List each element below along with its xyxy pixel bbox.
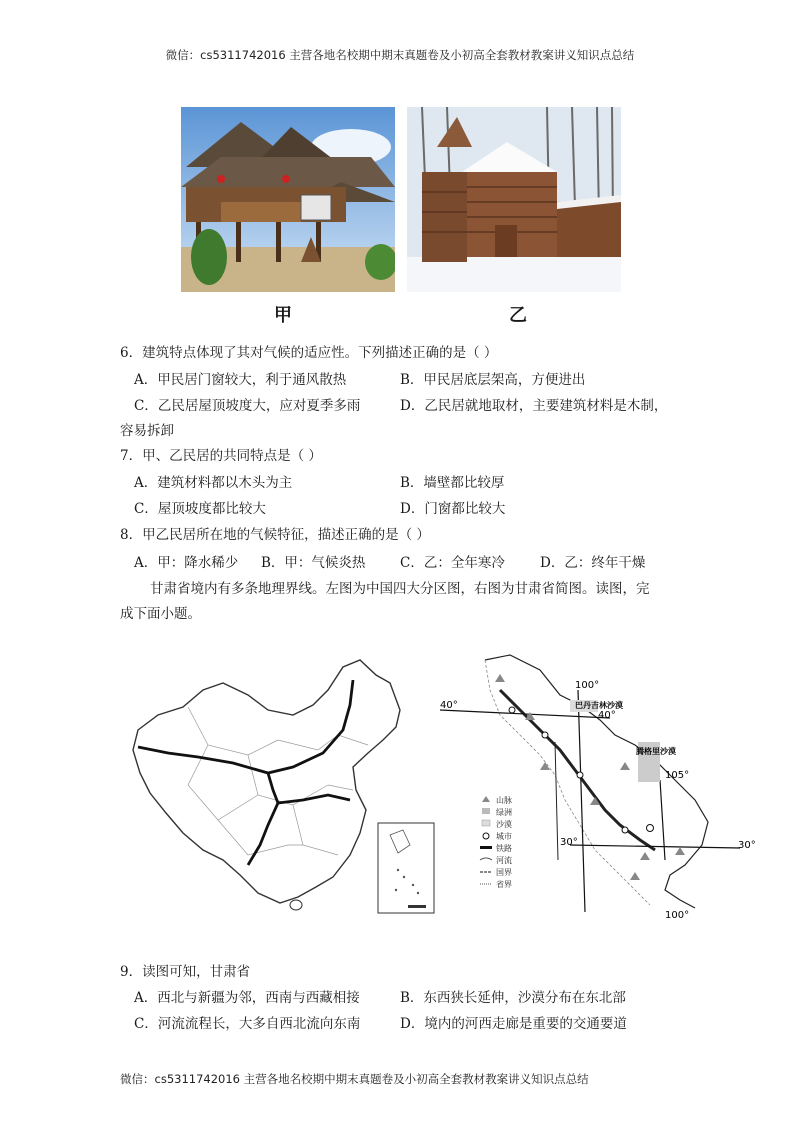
legend-desert: 沙漠	[496, 820, 512, 829]
q6-option-a: A．甲民居门窗较大，利于通风散热	[134, 372, 347, 388]
q9-option-c: C．河流流程长，大多自西北流向东南	[134, 1016, 361, 1032]
q6-stem: 6．建筑特点体现了其对气候的适应性。下列描述正确的是（ ）	[120, 345, 498, 361]
legend-river: 河流	[496, 856, 512, 865]
lon-105: 105°	[665, 770, 690, 781]
q7-option-a: A．建筑材料都以木头为主	[134, 475, 293, 491]
q6-option-b: B．甲民居底层架高，方便进出	[400, 372, 586, 388]
q9-option-b: B．东西狭长延伸，沙漠分布在东北部	[400, 990, 626, 1006]
intro-line2: 成下面小题。	[120, 606, 201, 622]
caption-yi: 乙	[509, 305, 527, 326]
legend-provincial-border: 省界	[496, 880, 512, 889]
caption-jia: 甲	[274, 305, 292, 326]
q7-stem: 7．甲、乙民居的共同特点是（ ）	[120, 448, 322, 464]
lat-30-left: 30°	[560, 837, 578, 848]
q6-option-c: C．乙民居屋顶坡度大，应对夏季多雨	[134, 398, 361, 414]
lon-100-bottom: 100°	[665, 910, 690, 921]
map-legend	[480, 795, 512, 889]
desert-tengger-label: 腾格里沙漠	[636, 747, 676, 756]
q8-option-b: B．甲：气候炎热	[261, 555, 366, 571]
q9-stem: 9．读图可知，甘肃省	[120, 964, 251, 980]
q8-option-d: D．乙：终年干燥	[540, 555, 646, 571]
q8-option-c: C．乙：全年寒冷	[400, 555, 505, 571]
q9-option-d: D．境内的河西走廊是重要的交通要道	[400, 1016, 627, 1032]
legend-railway: 铁路	[496, 844, 512, 853]
q9-option-a: A．西北与新疆为邻，西南与西藏相接	[134, 990, 360, 1006]
q7-option-c: C．屋顶坡度都比较大	[134, 501, 266, 517]
q8-stem: 8．甲乙民居所在地的气候特征，描述正确的是（ ）	[120, 527, 430, 543]
lat-40-left: 40°	[440, 700, 458, 711]
china-regions-map	[128, 655, 438, 917]
q6-option-d: D．乙民居就地取材，主要建筑材料是木制，	[400, 398, 668, 414]
photo-dai-bamboo-house	[181, 107, 395, 292]
gansu-province-map	[440, 650, 770, 922]
photo-log-cabin-snow	[407, 107, 621, 292]
q7-option-b: B．墙壁都比较厚	[400, 475, 505, 491]
page-header: 微信：cs5311742016 主营各地名校期中期末真题卷及小初高全套教材教案讲义知识点总结	[165, 48, 635, 62]
q8-option-a: A．甲：降水稀少	[134, 555, 239, 571]
legend-city: 城市	[496, 832, 512, 841]
lat-40-right: 40°	[598, 710, 616, 721]
intro-line1: 甘肃省境内有多条地理界线。左图为中国四大分区图，右图为甘肃省简图。读图，完	[150, 581, 650, 597]
page-footer: 微信：cs5311742016 主营各地名校期中期末真题卷及小初高全套教材教案讲义知识点总结	[120, 1072, 589, 1086]
q7-option-d: D．门窗都比较大	[400, 501, 506, 517]
desert-badain-jaran-label: 巴丹吉林沙漠	[575, 701, 623, 710]
legend-national-border: 国界	[496, 868, 512, 877]
legend-mountain: 山脉	[496, 796, 512, 805]
q6-option-d-cont: 容易拆卸	[120, 423, 174, 439]
lon-100-top: 100°	[575, 680, 600, 691]
legend-oasis: 绿洲	[496, 808, 512, 817]
lat-30-right: 30°	[738, 840, 756, 851]
